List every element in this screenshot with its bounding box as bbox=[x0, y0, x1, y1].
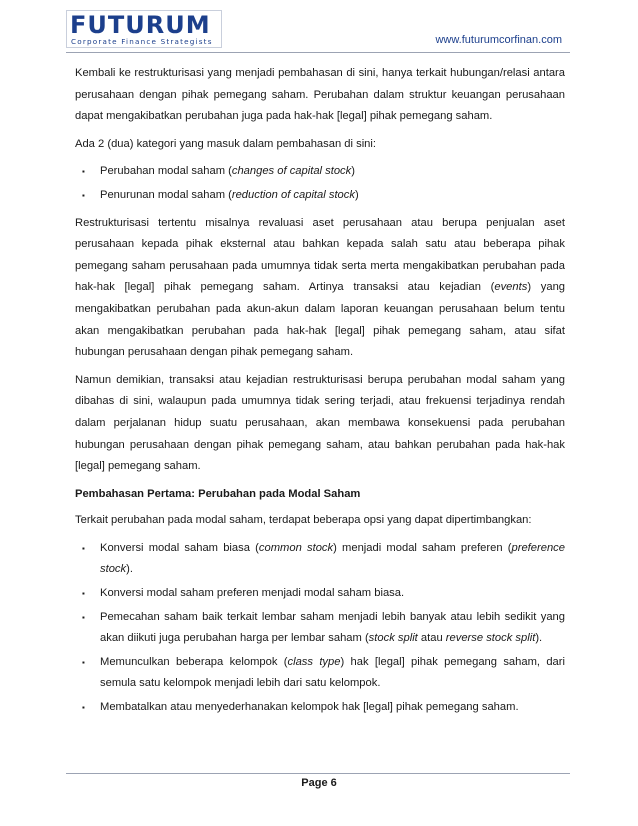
list-item: ▪ Pemecahan saham baik terkait lembar saham menjadi lebih banyak atau lebih sedikit yang akan diikuti juga perubahan harga per lembar saham (stock split atau reverse stock split). bbox=[75, 607, 565, 650]
bullet-square-icon: ▪ bbox=[82, 167, 85, 177]
paragraph-consequences: Namun demikian, transaksi atau kejadian restrukturisasi berupa perubahan modal saham yang dibahas di sini, walaupun pada umumnya tidak sering terjadi, atau frekuensi terjadinya rendah dalam perjalanan hidup suatu perusahaan, akan membawa konsekuensi pada perubahan hubungan perusahaan dengan pihak pemegang saham, atau bahkan perubahan pada hak-hak [legal] pemegang saham. bbox=[75, 373, 565, 473]
company-logo bbox=[66, 10, 222, 48]
logo-tagline: Corporate Finance Strategists bbox=[71, 37, 213, 46]
website-url: www.futurumcorfinan.com bbox=[435, 34, 562, 46]
list-item: ▪ Membatalkan atau menyederhanakan kelompok hak [legal] pihak pemegang saham. bbox=[75, 697, 565, 719]
category-list bbox=[75, 161, 565, 206]
paragraph-categories-lead: Ada 2 (dua) kategori yang masuk dalam pembahasan di sini: bbox=[75, 137, 376, 150]
list-item: ▪ Memunculkan beberapa kelompok (class type) hak [legal] pihak pemegang saham, dari semula satu kelompok menjadi lebih dari satu kelompok. bbox=[75, 652, 565, 695]
options-list bbox=[75, 538, 565, 719]
paragraph-restructuring: Restrukturisasi tertentu misalnya revaluasi aset perusahaan atau berupa penjualan aset perusahaan kepada pihak eksternal atau bahkan kepada salah satu atau beberapa pihak pemegang saham perusahaan pada umumnya tidak serta merta mengakibatkan perubahan pada hak-hak [legal] pihak pemegang saham. Artinya transaksi atau kejadian (events) yang mengakibatkan perubahan pada akun-akun dalam laporan keuangan perusahaan belum tentu akan mengakibatkan perubahan pada hak-hak [legal] pihak pemegang saham, atau sifat hubungan perusahaan dengan pihak pemegang saham. bbox=[75, 216, 566, 359]
list-item: ▪ Konversi modal saham biasa (common stock) menjadi modal saham preferen (preference stock). bbox=[75, 538, 565, 581]
paragraph-intro: Kembali ke restrukturisasi yang menjadi pembahasan di sini, hanya terkait hubungan/relasi antara perusahaan dengan pihak pemegang saham. Perubahan dalam struktur keuangan perusahaan dapat mengakibatkan perubahan juga pada hak-hak [legal] pihak pemegang saham. bbox=[75, 67, 565, 123]
list-item: ▪ Perubahan modal saham (changes of capital stock) bbox=[75, 161, 565, 183]
footer-divider bbox=[66, 773, 570, 774]
bullet-square-icon: ▪ bbox=[82, 657, 85, 667]
page-number: Page 6 bbox=[301, 777, 337, 789]
paragraph-options-lead: Terkait perubahan pada modal saham, terdapat beberapa opsi yang dapat dipertimbangkan: bbox=[75, 514, 532, 527]
page-content bbox=[75, 63, 565, 725]
bullet-square-icon: ▪ bbox=[82, 543, 85, 553]
bullet-square-icon: ▪ bbox=[82, 703, 85, 713]
bullet-square-icon: ▪ bbox=[82, 589, 85, 599]
bullet-square-icon: ▪ bbox=[82, 612, 85, 622]
bullet-square-icon: ▪ bbox=[82, 190, 85, 200]
header-divider bbox=[66, 52, 570, 53]
logo-wordmark: FUTURUM bbox=[70, 11, 211, 39]
list-item: ▪ Penurunan modal saham (reduction of capital stock) bbox=[75, 185, 565, 207]
section-heading: Pembahasan Pertama: Perubahan pada Modal Saham bbox=[75, 487, 361, 500]
list-item: ▪ Konversi modal saham preferen menjadi modal saham biasa. bbox=[75, 583, 565, 605]
